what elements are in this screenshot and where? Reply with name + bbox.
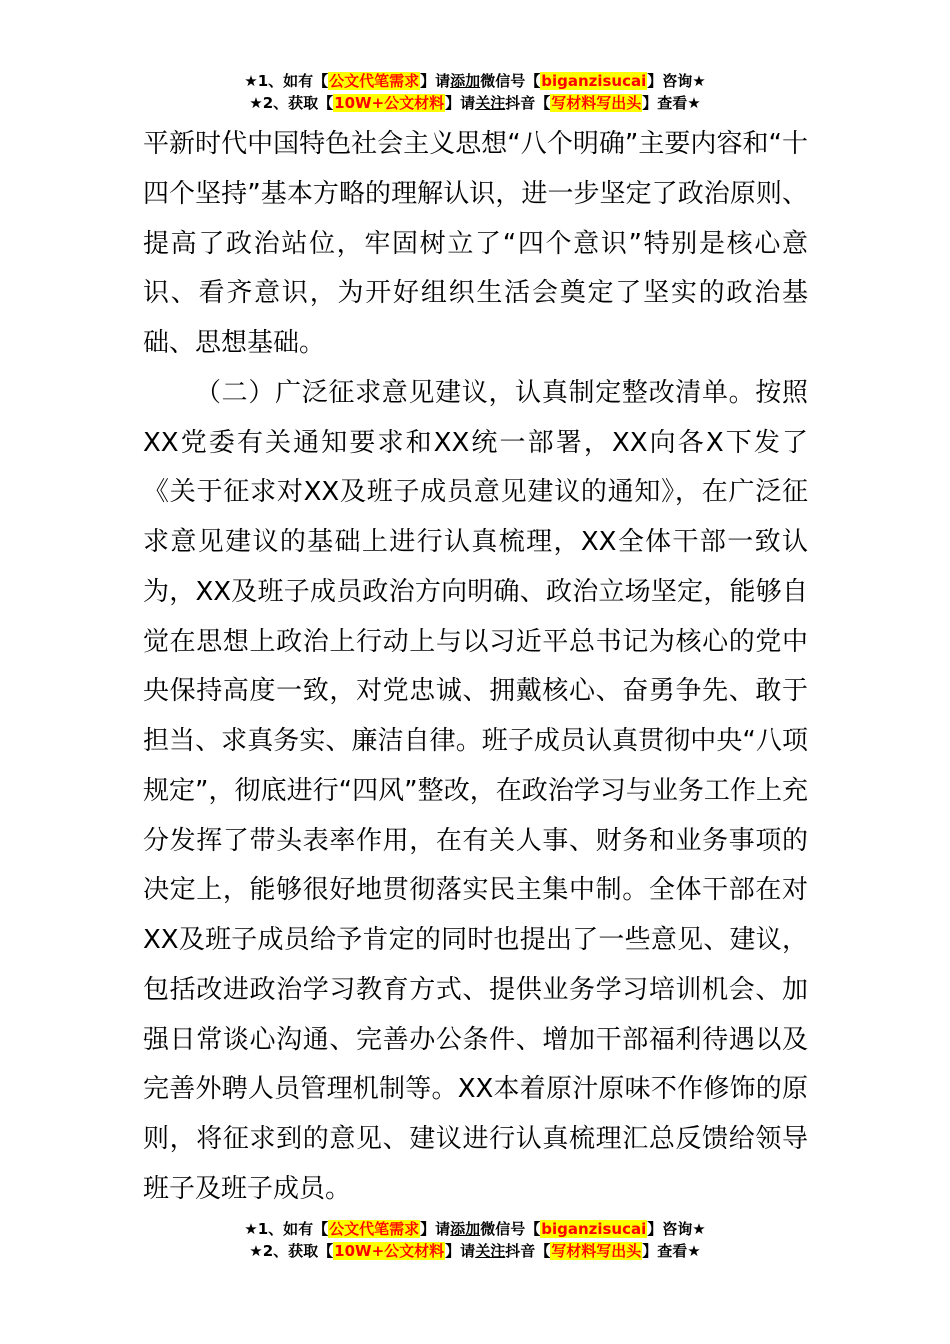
banner-text: 】查看 (642, 94, 688, 112)
banner-text: 抖音【 (505, 1242, 551, 1260)
banner-text: 】请 (420, 72, 451, 90)
footer-banner (0, 1218, 950, 1262)
star-icon: ★ (687, 94, 701, 112)
banner-text: 2、获取【 (262, 94, 334, 112)
highlight-materials: 10W+公文材料 (334, 1242, 445, 1260)
banner-text: 】请 (445, 1242, 476, 1260)
banner-text: 微信号【 (480, 1220, 541, 1238)
document-body (143, 120, 808, 1215)
header-banner (0, 70, 950, 114)
banner-text: 1、如有【 (257, 72, 329, 90)
banner-text: 】请 (420, 1220, 451, 1238)
highlight-douyin-account: 写材料写出头 (551, 1242, 642, 1260)
underlined-word: 关注 (475, 1242, 506, 1260)
banner-line-1 (0, 70, 950, 92)
star-icon: ★ (249, 94, 263, 112)
banner-text: 】咨询 (647, 72, 693, 90)
highlight-service: 公文代笔需求 (329, 1220, 420, 1238)
highlight-douyin-account: 写材料写出头 (551, 94, 642, 112)
banner-text: 抖音【 (505, 94, 551, 112)
star-icon: ★ (244, 72, 258, 90)
banner-line-1 (0, 1218, 950, 1240)
star-icon: ★ (692, 1220, 706, 1238)
banner-text: 1、如有【 (257, 1220, 329, 1238)
banner-text: 】查看 (642, 1242, 688, 1260)
paragraph-continuation: 平新时代中国特色社会主义思想“八个明确”主要内容和“十四个坚持”基本方略的理解认识，进一步坚定了政治原则、提高了政治站位，牢固树立了“四个意识”特别是核心意识、看齐意识，为开好组织生活会奠定了坚实的政治基础、思想基础。 (143, 129, 808, 358)
star-icon: ★ (249, 1242, 263, 1260)
highlight-wechat-id: biganzisucai (541, 72, 647, 90)
underlined-word: 关注 (475, 94, 506, 112)
highlight-service: 公文代笔需求 (329, 72, 420, 90)
banner-text: 微信号【 (480, 72, 541, 90)
banner-text: 】请 (445, 94, 476, 112)
banner-text: 】咨询 (647, 1220, 693, 1238)
star-icon: ★ (244, 1220, 258, 1238)
star-icon: ★ (687, 1242, 701, 1260)
banner-text: 2、获取【 (262, 1242, 334, 1260)
banner-line-2 (0, 92, 950, 114)
highlight-wechat-id: biganzisucai (541, 1220, 647, 1238)
paragraph-section-2: （二）广泛征求意见建议，认真制定整改清单。按照XX党委有关通知要求和XX统一部署，XX向各X下发了《关于征求对XX及班子成员意见建议的通知》，在广泛征求意见建议的基础上进行认真梳理，XX全体干部一致认为，XX及班子成员政治方向明确、政治立场坚定，能够自觉在思想上政治上行动上与以习近平总书记为核心的党中央保持高度一致，对党忠诚、拥戴核心、奋勇争先、敢于担当、求真务实、廉洁自律。班子成员认真贯彻中央“八项规定”，彻底进行“四风”整改，在政治学习与业务工作上充分发挥了带头表率作用，在有关人事、财务和业务事项的决定上，能够很好地贯彻落实民主集中制。全体干部在对XX及班子成员给予肯定的同时也提出了一些意见、建议，包括改进政治学习教育方式、提供业务学习培训机会、加强日常谈心沟通、完善办公条件、增加干部福利待遇以及完善外聘人员管理机制等。XX本着原汁原味不作修饰的原则，将征求到的意见、建议进行认真梳理汇总反馈给领导班子及班子成员。 (143, 377, 808, 1204)
highlight-materials: 10W+公文材料 (334, 94, 445, 112)
banner-line-2 (0, 1240, 950, 1262)
underlined-word: 添加 (450, 72, 481, 90)
underlined-word: 添加 (450, 1220, 481, 1238)
star-icon: ★ (692, 72, 706, 90)
